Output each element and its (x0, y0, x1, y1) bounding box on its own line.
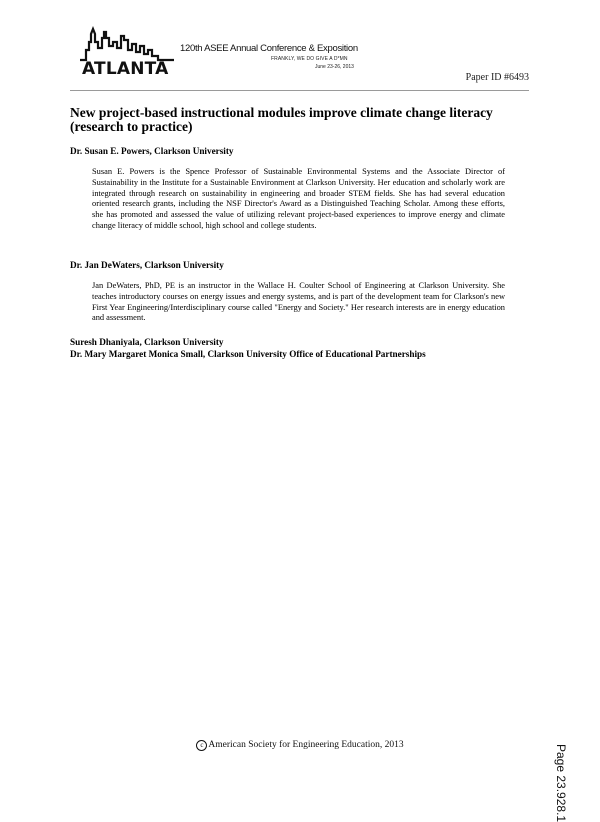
conference-date: June 23-26, 2013 (315, 64, 354, 70)
author-name: Dr. Mary Margaret Monica Small, Clarkson University Office of Educational Partnerships (70, 349, 426, 359)
header-divider (70, 90, 529, 91)
page-number-vertical: Page 23.928.1 (554, 744, 568, 822)
copyright-footer (0, 740, 600, 751)
author-bio: Susan E. Powers is the Spence Professor of Sustainable Environmental Systems and the Associate Director of Sustainability in the Institute for a Sustainable Environment at Clarkson University. Her education and scholarly work are integrated through research on sustainability in engineering and broader STEM fields. She has had several education oriented research grants, including the NSF Director's Award as a Distinguished Teaching Scholar. Among these efforts, she has promoted and assessed the value of utilizing relevant project-based experiences to improve energy and climate change literacy of middle school, high school and college students. (92, 167, 505, 230)
paper-id: Paper ID #6493 (465, 72, 529, 83)
conference-title: 120th ASEE Annual Conference & Exposition (180, 43, 358, 54)
author-bio: Jan DeWaters, PhD, PE is an instructor in the Wallace H. Coulter School of Engineering at Clarkson University. She teaches introductory courses on energy issues and energy systems, and is part of the development team for Clarkson's new First Year Engineering/Interdisciplinary course called "Energy and Society." Her research interests are in energy education and assessment. (92, 281, 505, 323)
copyright-text: American Society for Engineering Education, 2013 (208, 740, 404, 750)
author-name: Dr. Jan DeWaters, Clarkson University (70, 260, 224, 270)
copyright-icon: c (196, 740, 207, 751)
author-name: Dr. Susan E. Powers, Clarkson University (70, 146, 234, 156)
paper-title: New project-based instructional modules improve climate change literacy (research to practice) (70, 105, 493, 134)
conference-subtitle: FRANKLY, WE DO GIVE A D*MN (271, 56, 348, 62)
logo-word: ATLANTA (82, 59, 169, 79)
author-name: Suresh Dhaniyala, Clarkson University (70, 337, 224, 347)
atlanta-logo (78, 26, 188, 78)
skyline-icon (78, 26, 188, 62)
